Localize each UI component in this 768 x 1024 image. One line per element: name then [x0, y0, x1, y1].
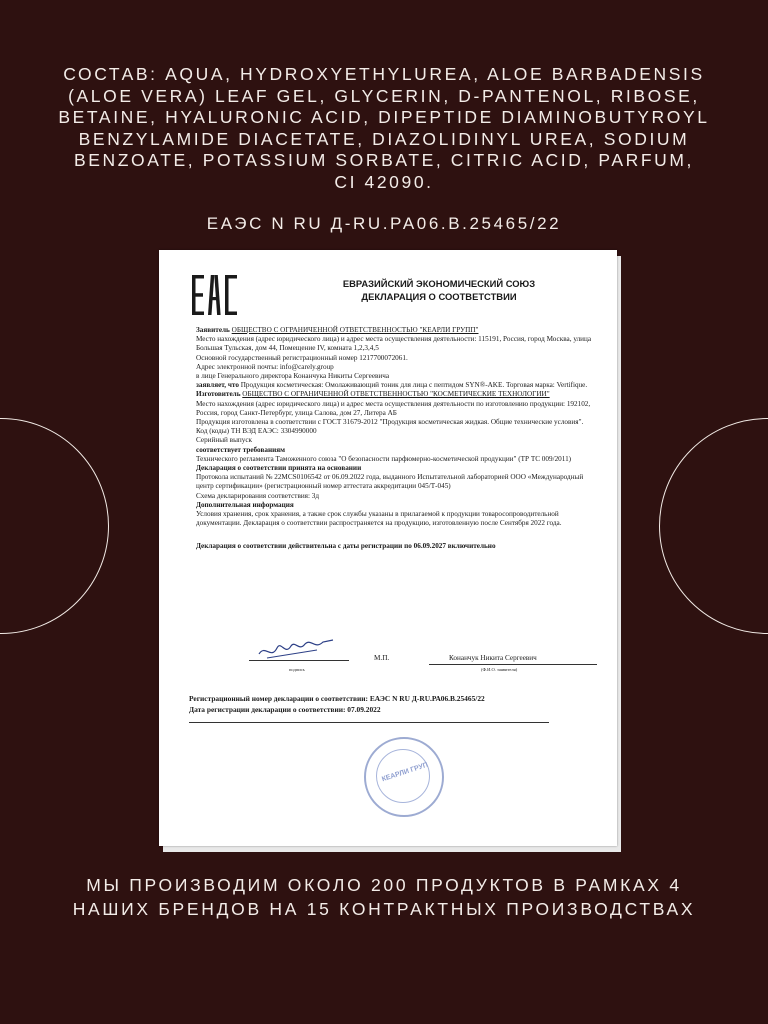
composition-line: BETAINE, HYALURONIC ACID, DIPEPTIDE DIAMINOBUTYROYL	[58, 107, 710, 128]
header-declaration: ДЕКЛАРАЦИЯ О СООТВЕТСТВИИ	[361, 291, 517, 302]
ogrn: Основной государственный регистрационный номер 1217700072061.	[196, 353, 408, 362]
registration-number: ЕАЭС N RU Д-RU.РА06.В.25465/22	[206, 214, 562, 233]
composition-text	[0, 64, 768, 194]
maker-name: ОБЩЕСТВО С ОГРАНИЧЕННОЙ ОТВЕТСТВЕННОСТЬЮ "КОСМЕТИЧЕСКИЕ ТЕХНОЛОГИИ"	[242, 390, 550, 399]
scheme: Схема декларирования соответствия: 3д	[196, 491, 320, 500]
declares-text: Продукция косметическая: Омолаживающий тоник для лица с пептидом SYN®-AKE. Торговая марка: Vertifique.	[240, 381, 588, 390]
composition-line: СОСТАВ: AQUA, HYDROXYETHYLUREA, ALOE BARBADENSIS	[63, 64, 705, 84]
composition-line: BENZOATE, POTASSIUM SORBATE, CITRIC ACID, PARFUM,	[73, 150, 695, 171]
reg-number-line: Регистрационный номер декларации о соответствии: ЕАЭС N RU Д-RU.РА06.В.25465/22	[189, 694, 485, 703]
fio-caption: (Ф.И.О. заявителя)	[481, 667, 518, 672]
document-body	[196, 326, 596, 552]
reg-date-line: Дата регистрации декларации о соответствии: 07.09.2022	[189, 705, 381, 714]
applicant-name: ОБЩЕСТВО С ОГРАНИЧЕННОЙ ОТВЕТСТВЕННОСТЬЮ "КЕАРЛИ ГРУПП"	[231, 326, 479, 334]
email: Адрес электронной почты: info@carely.group	[196, 362, 334, 371]
reglament: Технического регламента Таможенного союза "О безопасности парфюмерно-косметической продукции" (ТР ТС 009/2011)	[196, 454, 572, 463]
stamp-text: КЕАРЛИ ГРУП	[381, 761, 429, 784]
declares-label: заявляет, что	[196, 381, 239, 390]
composition-line: CI 42090.	[334, 171, 434, 192]
header-union: ЕВРАЗИЙСКИЙ ЭКОНОМИЧЕСКИЙ СОЮЗ	[342, 278, 536, 289]
mp-label: М.П.	[374, 654, 390, 662]
bottom-tagline	[0, 873, 768, 921]
maker-label: Изготовитель	[196, 390, 241, 399]
validity: Декларация о соответствии действительна с даты регистрации по 06.09.2027 включительно	[196, 542, 496, 551]
director: в лице Генерального директора Конанчука Никиты Сергеевича	[196, 372, 390, 381]
signature-block	[249, 630, 599, 670]
tagline-line-2: НАШИХ БРЕНДОВ НА 15 КОНТРАКТНЫХ ПРОИЗВОДСТВАХ	[72, 899, 696, 919]
conforms-label: соответствует требованиям	[196, 445, 286, 454]
batch: Серийный выпуск	[196, 436, 253, 445]
composition-line: BENZYLAMIDE DIACETATE, DIAZOLIDINYL UREA, SODIUM	[78, 128, 690, 149]
tnved: Код (коды) ТН ВЭД ЕАЭС: 3304990000	[196, 427, 317, 436]
signature-caption: подпись	[289, 667, 305, 672]
signer-name: Конанчук Никита Сергеевич	[449, 654, 537, 662]
company-stamp	[364, 737, 444, 817]
tagline-line-1: МЫ ПРОИЗВОДИМ ОКОЛО 200 ПРОДУКТОВ В РАМКАХ 4	[86, 875, 682, 895]
gost: Продукция изготовлена в соответствии с ГОСТ 31679-2012 "Продукция косметическая жидкая. Общие технические условия".	[196, 418, 584, 427]
extra-text: Условия хранения, срок хранения, а также срок службы указаны в прилагаемой к продукции товаросопроводительной документации. Декларация о соответствии распространяется на продукцию, изготовленную после Сентября 2022 года.	[196, 510, 562, 528]
protocol: Протокола испытаний № 22MCS0106542 от 06.09.2022 года, выданного Испытательной лабораторией ООО «Международный центр сертификации» (регистрационный номер аттестата аккредитации 045/Т-045)	[196, 473, 584, 491]
maker-address: Место нахождения (адрес юридического лица) и адрес места осуществления деятельности по изготовлению продукции: 192102, Россия, город Санкт-Петербург, улица Салова, дом 27, Литера АБ	[196, 399, 591, 417]
document-header	[309, 277, 569, 303]
applicant-label: Заявитель	[196, 326, 230, 334]
decorative-circle-right	[659, 418, 768, 634]
extra-label: Дополнительная информация	[196, 500, 294, 509]
decorative-circle-left	[0, 418, 109, 634]
basis-label: Декларация о соответствии принята на основании	[196, 464, 362, 473]
eac-logo	[192, 275, 238, 315]
declaration-document	[159, 250, 617, 846]
applicant-address: Место нахождения (адрес юридического лица) и адрес места осуществления деятельности: 115191, Россия, город Москва, улица Большая Тульская, дом 44, Помещение IV, комната 1,2,3,4,5	[196, 335, 592, 353]
composition-line: (ALOE VERA) LEAF GEL, GLYCERIN, D-PANTENOL, RIBOSE,	[68, 85, 700, 106]
